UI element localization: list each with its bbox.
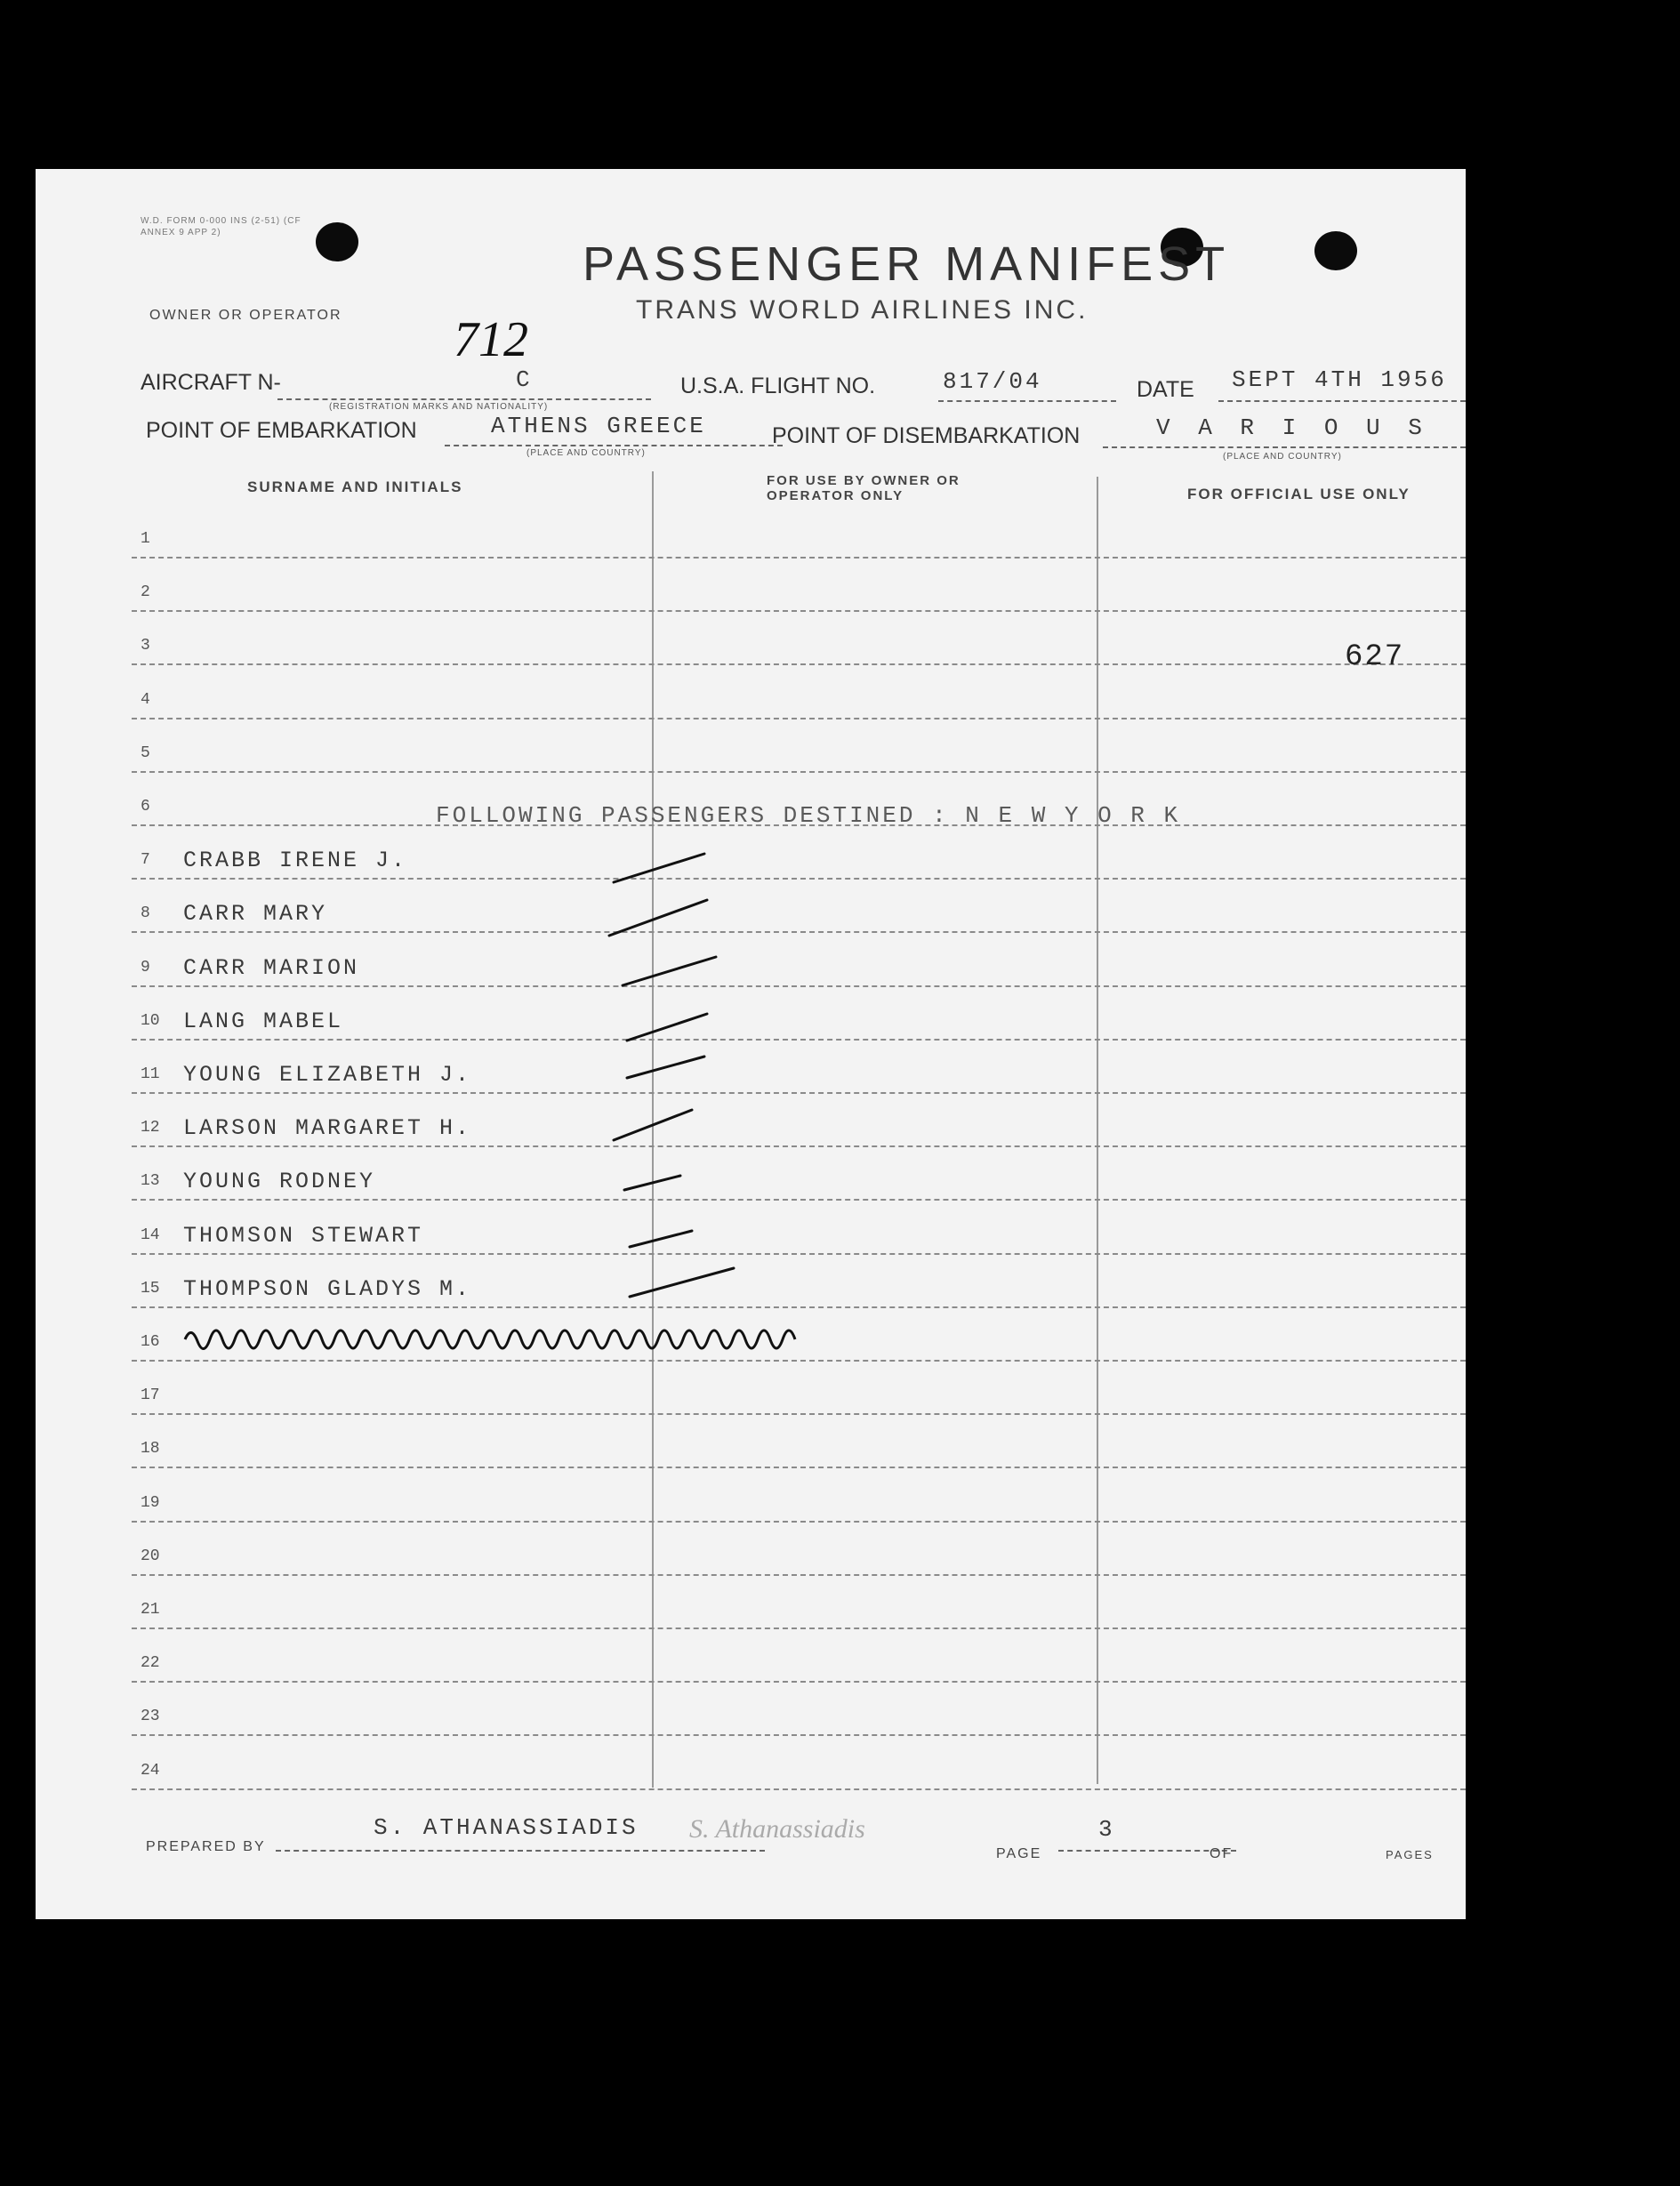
row-number: 12 [141, 1119, 160, 1137]
page-label: PAGE [996, 1846, 1042, 1861]
owner-label: OWNER OR OPERATOR [149, 308, 342, 323]
row-number: 19 [141, 1494, 160, 1512]
row-number: 9 [141, 959, 150, 976]
row-number: 17 [141, 1386, 160, 1404]
row-number: 23 [141, 1708, 160, 1725]
row-number: 10 [141, 1012, 160, 1030]
disembarkation-label: POINT OF DISEMBARKATION [772, 423, 1081, 448]
passenger-name: THOMPSON GLADYS M. [183, 1276, 472, 1302]
aircraft-label: AIRCRAFT N- [141, 370, 281, 395]
pages-label: PAGES [1386, 1848, 1434, 1861]
check-mark [623, 957, 716, 985]
page-number: 3 [1098, 1816, 1115, 1843]
date-value: SEPT 4TH 1956 [1232, 366, 1447, 393]
page-subtitle: TRANS WORLD AIRLINES INC. [636, 295, 1089, 325]
check-mark [614, 1110, 692, 1140]
prepared-by-value: S. ATHANASSIADIS [374, 1814, 639, 1841]
owner-use-column-header: FOR USE BY OWNER OR OPERATOR ONLY [767, 473, 961, 503]
check-mark [624, 1176, 680, 1190]
of-label: OF [1210, 1846, 1234, 1861]
passenger-name: LANG MABEL [183, 1009, 344, 1034]
row-number: 6 [141, 798, 150, 816]
passenger-name: THOMSON STEWART [183, 1223, 424, 1249]
aircraft-sub-label: (REGISTRATION MARKS AND NATIONALITY) [329, 402, 549, 412]
check-marks [36, 169, 1466, 1919]
destination-note: FOLLOWING PASSENGERS DESTINED : N E W Y O R K [436, 802, 1181, 829]
row-number: 22 [141, 1654, 160, 1672]
row-number: 5 [141, 744, 150, 762]
aircraft-number: 712 [454, 312, 528, 367]
official-use-column-header: FOR OFFICIAL USE ONLY [1187, 486, 1411, 502]
flight-label: U.S.A. FLIGHT NO. [680, 374, 876, 398]
check-mark [609, 900, 707, 936]
disembarkation-sub-label: (PLACE AND COUNTRY) [1223, 452, 1342, 462]
passenger-name: YOUNG RODNEY [183, 1169, 376, 1194]
row-number: 8 [141, 904, 150, 922]
manifest-sheet [36, 169, 1466, 1919]
passenger-name: LARSON MARGARET H. [183, 1115, 472, 1141]
passenger-name: CARR MARION [183, 955, 360, 981]
page-title: PASSENGER MANIFEST [583, 237, 1231, 291]
row-number: 13 [141, 1172, 160, 1190]
check-mark [630, 1268, 734, 1297]
passenger-name: YOUNG ELIZABETH J. [183, 1062, 472, 1088]
row-number: 2 [141, 583, 150, 601]
check-mark [614, 854, 704, 882]
surname-column-header: SURNAME AND INITIALS [247, 478, 463, 495]
prepared-by-underline [276, 1850, 765, 1852]
aircraft-suffix: C [516, 366, 533, 393]
official-number: 627 [1345, 640, 1405, 674]
row-number: 7 [141, 851, 150, 869]
row-number: 18 [141, 1440, 160, 1458]
row-number: 1 [141, 530, 150, 548]
row-number: 15 [141, 1280, 160, 1298]
row-number: 11 [141, 1065, 160, 1083]
date-label: DATE [1137, 377, 1194, 402]
disembarkation-value: V A R I O U S [1156, 414, 1429, 441]
embarkation-sub-label: (PLACE AND COUNTRY) [527, 448, 646, 458]
check-mark [627, 1057, 704, 1078]
row-number: 3 [141, 637, 150, 655]
embarkation-label: POINT OF EMBARKATION [146, 418, 417, 443]
flight-number: 817/04 [943, 368, 1042, 395]
form-id: W.D. FORM 0-000 INS (2-51) (CF ANNEX 9 APP 2) [141, 216, 301, 237]
row-number: 20 [141, 1547, 160, 1565]
strike-through-scribble [185, 1330, 795, 1349]
row-number: 16 [141, 1333, 160, 1351]
prepared-by-label: PREPARED BY [146, 1839, 266, 1854]
passenger-name: CRABB IRENE J. [183, 848, 408, 873]
passenger-name: CARR MARY [183, 901, 328, 927]
prepared-by-signature: S. Athanassiadis [689, 1814, 865, 1844]
embarkation-value: ATHENS GREECE [491, 413, 706, 439]
row-number: 24 [141, 1762, 160, 1780]
row-number: 21 [141, 1601, 160, 1619]
check-mark [627, 1014, 707, 1041]
row-number: 14 [141, 1226, 160, 1244]
check-mark [630, 1231, 692, 1247]
row-number: 4 [141, 691, 150, 709]
